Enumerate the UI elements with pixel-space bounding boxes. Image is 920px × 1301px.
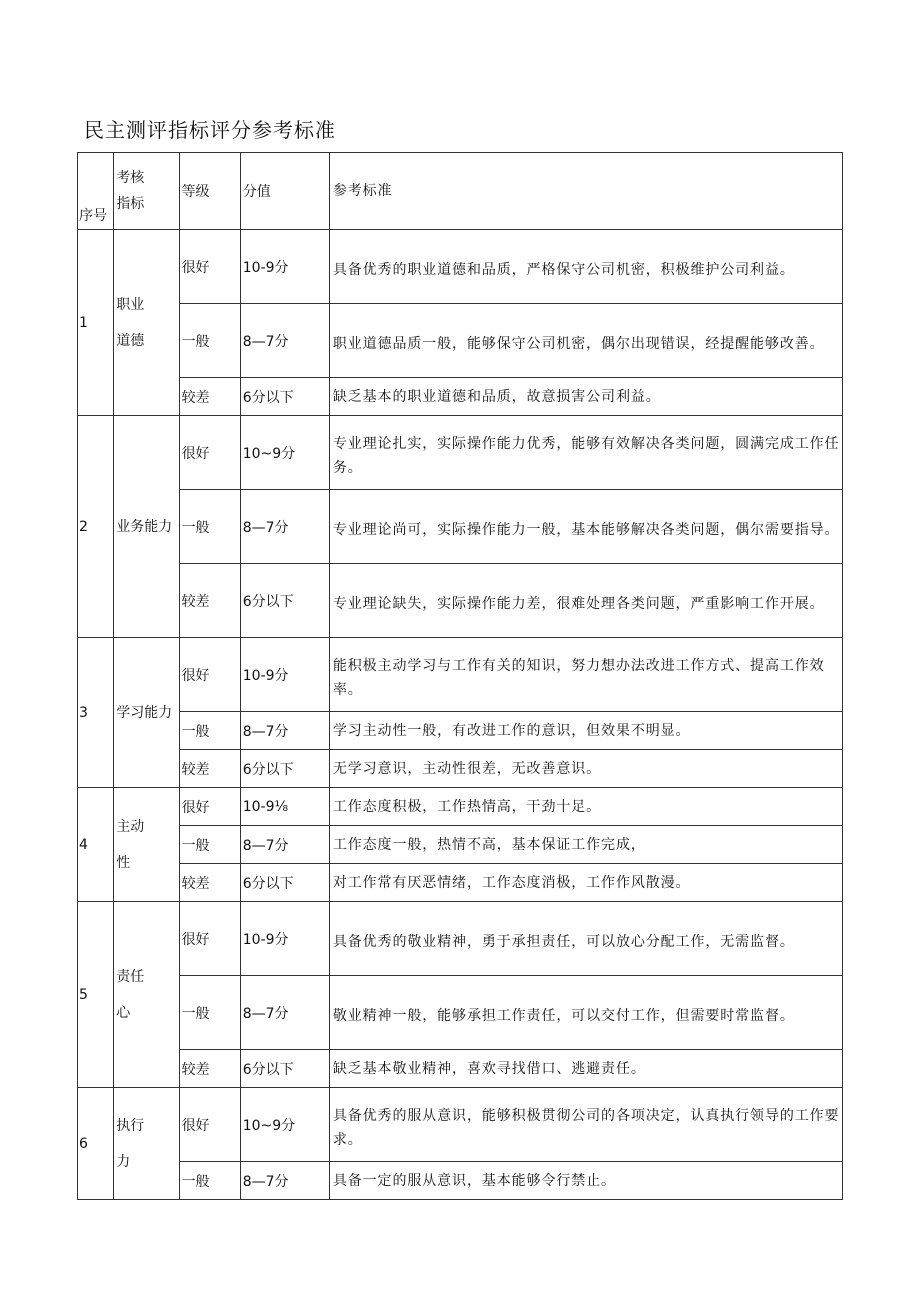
evaluation-table: [77, 152, 843, 1200]
group-number: 2: [78, 416, 114, 638]
standard-cell: 缺乏基本的职业道德和品质，故意损害公司利益。: [329, 378, 842, 416]
score-cell: 6分以下: [240, 564, 329, 638]
table-row: [78, 712, 843, 750]
score-cell: 6分以下: [240, 750, 329, 788]
group-number: 5: [78, 902, 114, 1088]
grade-cell: 很好: [179, 230, 240, 304]
score-cell: 8—7分: [240, 1162, 329, 1200]
grade-cell: 较差: [179, 864, 240, 902]
standard-cell: 职业道德品质一般，能够保守公司机密，偶尔出现错误，经提醒能够改善。: [329, 304, 842, 378]
standard-cell: 专业理论缺失，实际操作能力差，很难处理各类问题，严重影响工作开展。: [329, 564, 842, 638]
score-cell: 8—7分: [240, 976, 329, 1050]
score-cell: 10-9分: [240, 902, 329, 976]
indicator-line1: 学习能力: [116, 704, 173, 721]
indicator-line2: 性: [116, 854, 131, 871]
indicator-name: [114, 416, 179, 638]
score-cell: 6分以下: [240, 864, 329, 902]
standard-cell: 能积极主动学习与工作有关的知识，努力想办法改进工作方式、提高工作效率。: [329, 638, 842, 712]
indicator-name: [114, 788, 179, 902]
table-row: [78, 378, 843, 416]
table-row: [78, 864, 843, 902]
table-row: [78, 304, 843, 378]
indicator-line1: 执行: [116, 1117, 145, 1134]
table-row: [78, 490, 843, 564]
indicator-name: [114, 1088, 179, 1200]
score-cell: 10-9分: [240, 230, 329, 304]
standard-cell: 工作态度一般，热情不高，基本保证工作完成，: [329, 826, 842, 864]
grade-cell: 一般: [179, 712, 240, 750]
page-title: 民主测评指标评分参考标准: [84, 118, 336, 142]
table-row: [78, 750, 843, 788]
header-grade: 等级: [179, 153, 240, 230]
table-row: [78, 1162, 843, 1200]
standard-cell: 敬业精神一般，能够承担工作责任，可以交付工作，但需要时常监督。: [329, 976, 842, 1050]
table-row: [78, 638, 843, 712]
group-number: 1: [78, 230, 114, 416]
grade-cell: 较差: [179, 750, 240, 788]
table-row: [78, 564, 843, 638]
table-row: [78, 788, 843, 826]
score-cell: 6分以下: [240, 378, 329, 416]
score-cell: 10-9分: [240, 638, 329, 712]
score-cell: 8—7分: [240, 826, 329, 864]
standard-cell: 专业理论尚可，实际操作能力一般，基本能够解决各类问题，偶尔需要指导。: [329, 490, 842, 564]
grade-cell: 很好: [179, 1088, 240, 1162]
indicator-line1: 责任: [116, 968, 145, 985]
indicator-name: [114, 902, 179, 1088]
grade-cell: 一般: [179, 826, 240, 864]
score-cell: 8—7分: [240, 304, 329, 378]
grade-cell: 较差: [179, 378, 240, 416]
score-cell: 6分以下: [240, 1050, 329, 1088]
table-row: [78, 416, 843, 490]
grade-cell: 很好: [179, 638, 240, 712]
standard-cell: 对工作常有厌恶情绪，工作态度消极，工作作风散漫。: [329, 864, 842, 902]
standard-cell: 学习主动性一般，有改进工作的意识，但效果不明显。: [329, 712, 842, 750]
grade-cell: 很好: [179, 416, 240, 490]
standard-cell: 缺乏基本敬业精神，喜欢寻找借口、逃避责任。: [329, 1050, 842, 1088]
table-header-row: [78, 153, 843, 230]
grade-cell: 较差: [179, 564, 240, 638]
indicator-line2: 力: [116, 1153, 131, 1170]
score-cell: 10~9分: [240, 1088, 329, 1162]
header-score: 分值: [240, 153, 329, 230]
header-item-line2: 指标: [116, 196, 145, 212]
indicator-line1: 业务能力: [116, 518, 173, 535]
group-number: 4: [78, 788, 114, 902]
header-item-line1: 考核: [116, 170, 145, 186]
indicator-name: [114, 638, 179, 788]
indicator-name: [114, 230, 179, 416]
score-cell: 10~9分: [240, 416, 329, 490]
table-row: [78, 230, 843, 304]
group-number: 3: [78, 638, 114, 788]
grade-cell: 一般: [179, 490, 240, 564]
table-row: [78, 902, 843, 976]
group-number: 6: [78, 1088, 114, 1200]
header-no: 序号: [78, 153, 114, 230]
indicator-line2: 心: [116, 1004, 131, 1021]
grade-cell: 一般: [179, 1162, 240, 1200]
indicator-line1: 主动: [116, 818, 145, 835]
standard-cell: 具备优秀的职业道德和品质，严格保守公司机密，积极维护公司利益。: [329, 230, 842, 304]
table-row: [78, 1088, 843, 1162]
table-row: [78, 826, 843, 864]
grade-cell: 一般: [179, 976, 240, 1050]
score-cell: 8—7分: [240, 712, 329, 750]
standard-cell: 具备优秀的服从意识，能够积极贯彻公司的各项决定，认真执行领导的工作要求。: [329, 1088, 842, 1162]
table-row: [78, 976, 843, 1050]
indicator-line2: 道德: [116, 332, 145, 349]
score-cell: 10-9⅛: [240, 788, 329, 826]
standard-cell: 无学习意识，主动性很差，无改善意识。: [329, 750, 842, 788]
header-item: [114, 153, 179, 230]
score-cell: 8—7分: [240, 490, 329, 564]
standard-cell: 工作态度积极，工作热情高，干劲十足。: [329, 788, 842, 826]
header-standard: 参考标准: [329, 153, 842, 230]
grade-cell: 一般: [179, 304, 240, 378]
grade-cell: 很好: [179, 902, 240, 976]
standard-cell: 具备优秀的敬业精神，勇于承担责任，可以放心分配工作，无需监督。: [329, 902, 842, 976]
table-row: [78, 1050, 843, 1088]
indicator-line1: 职业: [116, 296, 145, 313]
grade-cell: 很好: [179, 788, 240, 826]
standard-cell: 专业理论扎实，实际操作能力优秀，能够有效解决各类问题，圆满完成工作任务。: [329, 416, 842, 490]
grade-cell: 较差: [179, 1050, 240, 1088]
standard-cell: 具备一定的服从意识，基本能够令行禁止。: [329, 1162, 842, 1200]
